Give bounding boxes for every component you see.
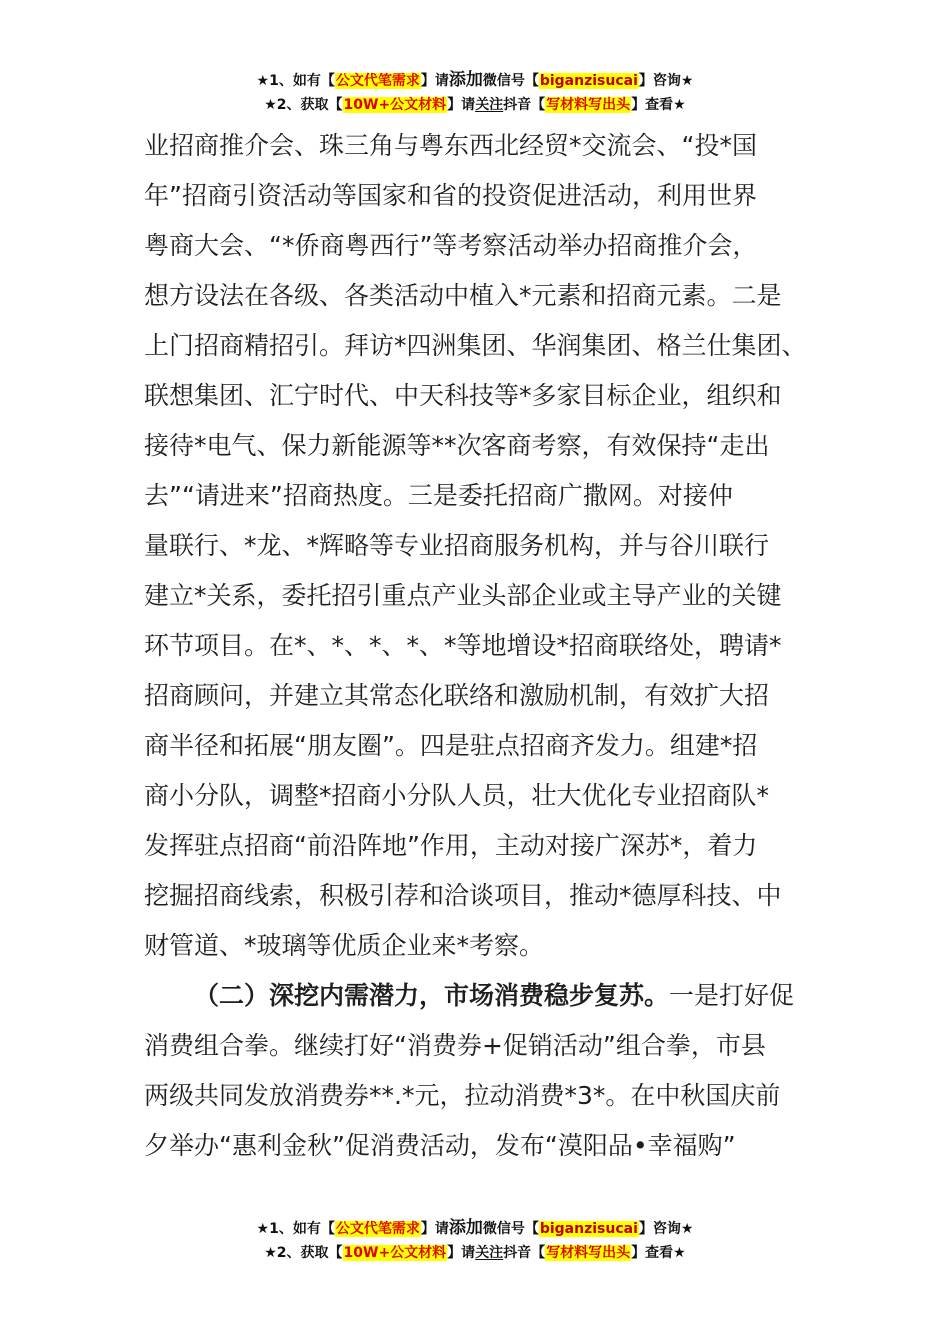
banner-text: 】请 — [447, 1245, 476, 1261]
highlight-service: 公文代笔需求 — [335, 73, 420, 89]
wechat-id: biganzisucai — [539, 73, 638, 89]
banner-text: 微信号【 — [482, 73, 539, 89]
body-line: 业招商推介会、珠三角与粤东西北经贸*交流会、“投*国 — [144, 131, 757, 160]
body-line: 年”招商引资活动等国家和省的投资促进活动，利用世界 — [144, 181, 757, 210]
section-2-first-line — [144, 971, 824, 1021]
banner-text: ★2、获取【 — [264, 97, 343, 113]
body-line: 接待*电气、保力新能源等**次客商考察，有效保持“走出 — [144, 431, 770, 460]
banner-text: 微信号【 — [482, 1221, 539, 1237]
banner-emphasis: 添加 — [448, 1218, 483, 1238]
banner-text: 抖音【 — [503, 1245, 546, 1261]
banner-text: 】咨询★ — [638, 1221, 694, 1237]
footer-banner — [0, 1216, 950, 1265]
banner-text: ★1、如有【 — [256, 73, 335, 89]
banner-text: 抖音【 — [503, 97, 546, 113]
body-line: 挖掘招商线索，积极引荐和洽谈项目，推动*德厚科技、中 — [144, 881, 782, 910]
wechat-id: biganzisucai — [539, 1221, 638, 1237]
banner-text: 】查看★ — [631, 1245, 686, 1261]
highlight-materials: 10W+公文材料 — [343, 1245, 447, 1261]
body-line: 两级共同发放消费券**.*元，拉动消费*3*。在中秋国庆前 — [144, 1081, 781, 1110]
banner-text: ★2、获取【 — [264, 1245, 343, 1261]
body-line: 招商顾问，并建立其常态化联络和激励机制，有效扩大招 — [144, 681, 770, 710]
banner-line-1 — [0, 68, 950, 93]
highlight-materials: 10W+公文材料 — [343, 97, 447, 113]
banner-text: 】请 — [420, 73, 449, 89]
banner-line-2 — [0, 93, 950, 117]
banner-text: 】请 — [420, 1221, 449, 1237]
banner-emphasis: 添加 — [448, 70, 483, 90]
body-line: 商小分队，调整*招商小分队人员，壮大优化专业招商队* — [144, 781, 770, 810]
body-line: 量联行、*龙、*辉略等专业招商服务机构，并与谷川联行 — [144, 531, 770, 560]
banner-emphasis: 关注 — [475, 1245, 504, 1261]
banner-emphasis: 关注 — [475, 97, 504, 113]
body-line: 去”“请进来”招商热度。三是委托招商广撒网。对接仲 — [144, 481, 733, 510]
highlight-service: 公文代笔需求 — [335, 1221, 420, 1237]
banner-line-2 — [0, 1241, 950, 1265]
body-line: 夕举办“惠利金秋”促消费活动，发布“漠阳品•幸福购” — [144, 1131, 736, 1160]
body-line: 联想集团、汇宁时代、中天科技等*多家目标企业，组织和 — [144, 381, 782, 410]
body-line: 商半径和拓展“朋友圈”。四是驻点招商齐发力。组建*招 — [144, 731, 758, 760]
section-2-heading: （二）深挖内需潜力，市场消费稳步复苏。 — [194, 981, 670, 1010]
body-line: 粤商大会、“*侨商粤西行”等考察活动举办招商推介会， — [144, 231, 758, 260]
banner-line-1 — [0, 1216, 950, 1241]
banner-text: ★1、如有【 — [256, 1221, 335, 1237]
body-line: 财管道、*玻璃等优质企业来*考察。 — [144, 931, 545, 960]
douyin-account: 写材料写出头 — [546, 1245, 631, 1261]
douyin-account: 写材料写出头 — [546, 97, 631, 113]
body-line: 消费组合拳。继续打好“消费券+促销活动”组合拳，市县 — [144, 1031, 766, 1060]
body-line: 环节项目。在*、*、*、*、*等地增设*招商联络处，聘请* — [144, 631, 782, 660]
body-line: 发挥驻点招商“前沿阵地”作用，主动对接广深苏*，着力 — [144, 831, 758, 860]
document-body — [144, 121, 824, 1171]
body-line: 想方设法在各级、各类活动中植入*元素和招商元素。二是 — [144, 281, 782, 310]
banner-text: 】咨询★ — [638, 73, 694, 89]
header-banner — [0, 68, 950, 117]
section-2-lead: 一是打好促 — [669, 981, 795, 1010]
body-line: 建立*关系，委托招引重点产业头部企业或主导产业的关键 — [144, 581, 782, 610]
banner-text: 】查看★ — [631, 97, 686, 113]
body-line: 上门招商精招引。拜访*四洲集团、华润集团、格兰仕集团、 — [144, 331, 807, 360]
banner-text: 】请 — [447, 97, 476, 113]
